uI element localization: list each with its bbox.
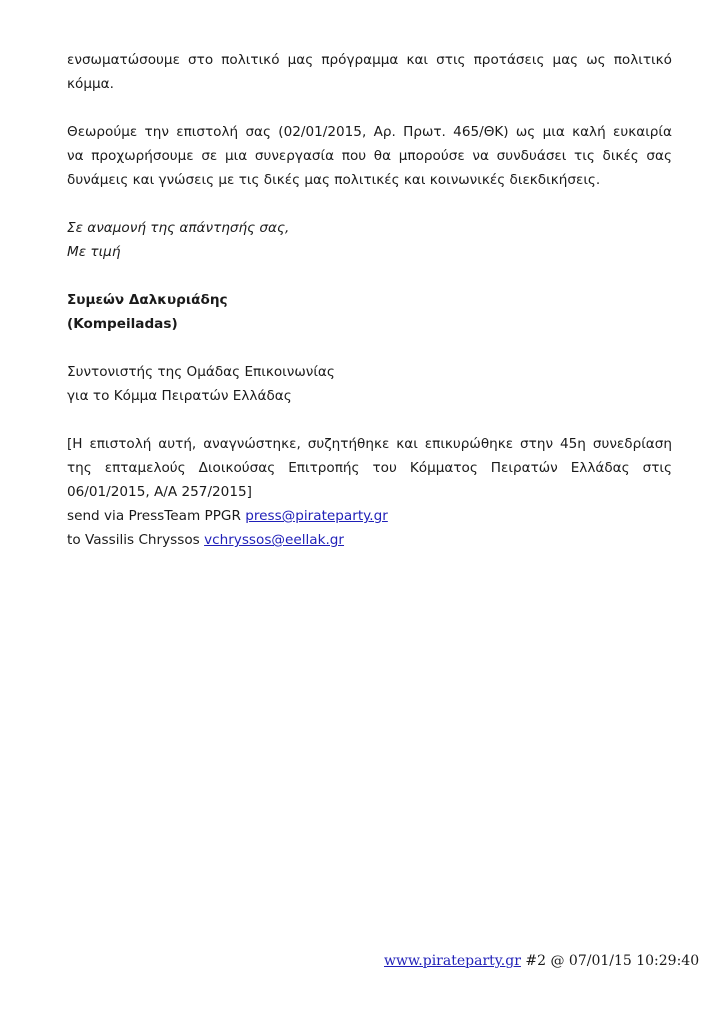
signature-nickname: (Kompeiladas) [67,316,178,332]
paragraph-2-line-1: Θεωρούμε την επιστολή σας (02/01/2015, Αρ. Πρωτ. 465/ΘΚ) ως μια καλή ευκαιρία [67,124,672,140]
to-prefix: to Vassilis Chryssos [67,532,205,548]
note-line-2: της επταμελούς Διοικούσας Επιτροπής του Κόμματος Πειρατών Ελλάδας στις [67,460,672,476]
paragraph-2-line-2: να προχωρήσουμε σε μια συνεργασία που θα μπορούσε να συνδυάσει τις δικές σας [67,148,672,164]
paragraph-1-line-1: ενσωματώσουμε στο πολιτικό μας πρόγραμμα και στις προτάσεις μας ως πολιτικό [67,52,672,68]
send-prefix: send via PressTeam PPGR [67,508,246,524]
letter-body [67,48,672,552]
signer-role [67,360,672,408]
footer-stamp: #2 @ 07/01/15 10:29:40 [520,953,700,969]
footer-site-link[interactable]: www.pirateparty.gr [384,953,521,969]
press-email-link[interactable]: press@pirateparty.gr [245,508,388,524]
paragraph-2 [67,120,672,192]
role-line-2: για το Κόμμα Πειρατών Ελλάδας [67,388,292,404]
ratification-note [67,432,672,552]
send-line [67,504,672,528]
signature [67,288,672,336]
closing [67,216,672,264]
page-footer [384,953,699,969]
role-line-1: Συντονιστής της Ομάδας Επικοινωνίας [67,364,335,380]
note-line-1: [Η επιστολή αυτή, αναγνώστηκε, συζητήθηκε και επικυρώθηκε στην 45η συνεδρίαση [67,436,672,452]
to-line [67,528,672,552]
closing-line-1: Σε αναμονή της απάντησής σας, [67,220,290,236]
paragraph-2-line-3: δυνάμεις και γνώσεις με τις δικές μας πολιτικές και κοινωνικές διεκδικήσεις. [67,172,601,188]
note-line-3: 06/01/2015, Α/Α 257/2015] [67,484,252,500]
paragraph-1 [67,48,672,96]
signature-name: Συμεών Δαλκυριάδης [67,292,228,308]
recipient-email-link[interactable]: vchryssos@eellak.gr [204,532,345,548]
paragraph-1-line-2: κόμμα. [67,76,114,92]
closing-line-2: Με τιμή [67,244,121,260]
